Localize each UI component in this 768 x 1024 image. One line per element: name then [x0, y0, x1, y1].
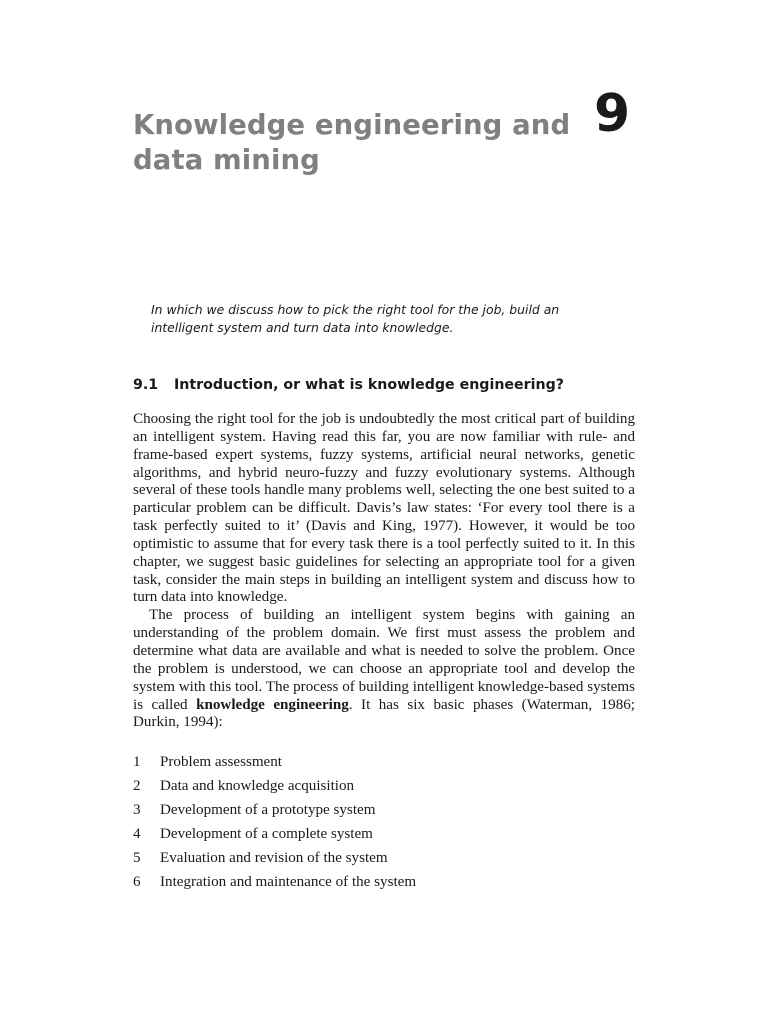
chapter-epigraph: In which we discuss how to pick the right tool for the job, build an intelligent system and turn data into knowledge. — [151, 302, 560, 335]
section-number: 9.1 — [133, 377, 159, 393]
list-item — [133, 752, 613, 776]
list-item — [133, 872, 613, 896]
chapter-title: Knowledge engineering and data mining — [133, 109, 571, 176]
paragraph-2-text-before: The process of building an intelligent system begins with gaining an understanding of the problem domain. We first must assess the problem and determine what data are available and what is needed to solve the problem. Once the problem is understood, we can choose an appropriate tool and develop the system with this tool. The process of building intelligent knowledge-based systems is called — [133, 607, 635, 713]
paragraph-1: Choosing the right tool for the job is undoubtedly the most critical part of building an intelligent system. Having read this far, you are now familiar with rule- and frame-based expert systems, fuzzy systems, artificial neural networks, genetic algorithms, and hybrid neuro-fuzzy and fuzzy evolutionary systems. Although several of these tools handle many problems well, selecting the one best suited to a particular problem can be difficult. Davis’s law states: ‘For every tool there is a task perfectly suited to it’ (Davis and King, 1977). However, it would be too optimistic to assume that for every task there is a tool perfectly suited to it. In this chapter, we suggest basic guidelines for selecting an appropriate tool for a given task, consider the main steps in building an intelligent system and discuss how to turn data into knowledge. — [133, 411, 635, 606]
key-term: knowledge engineering — [196, 696, 349, 713]
body-text — [133, 411, 635, 732]
list-item-label: Development of a prototype system — [160, 802, 376, 818]
chapter-number: 9 — [594, 84, 631, 144]
section-title: Introduction, or what is knowledge engineering? — [174, 377, 565, 393]
list-item-number: 3 — [133, 802, 141, 818]
list-item-number: 6 — [133, 874, 141, 890]
paragraph-2-text-after: . It has six basic phases (Waterman, 1986; Durkin, 1994): — [133, 696, 635, 731]
list-item-label: Data and knowledge acquisition — [160, 778, 355, 794]
list-item-label: Evaluation and revision of the system — [160, 850, 388, 866]
list-item-label: Development of a complete system — [160, 826, 373, 842]
list-item — [133, 824, 613, 848]
list-item-number: 5 — [133, 850, 141, 866]
list-item-label: Integration and maintenance of the system — [160, 874, 417, 890]
list-item — [133, 800, 613, 824]
list-item — [133, 776, 613, 800]
list-item-label: Problem assessment — [160, 754, 282, 770]
section-heading — [133, 375, 643, 395]
list-item-number: 4 — [133, 826, 141, 842]
phase-list — [133, 752, 613, 896]
list-item — [133, 848, 613, 872]
paragraph-2 — [133, 607, 635, 732]
list-item-number: 1 — [133, 754, 141, 770]
list-item-number: 2 — [133, 778, 141, 794]
